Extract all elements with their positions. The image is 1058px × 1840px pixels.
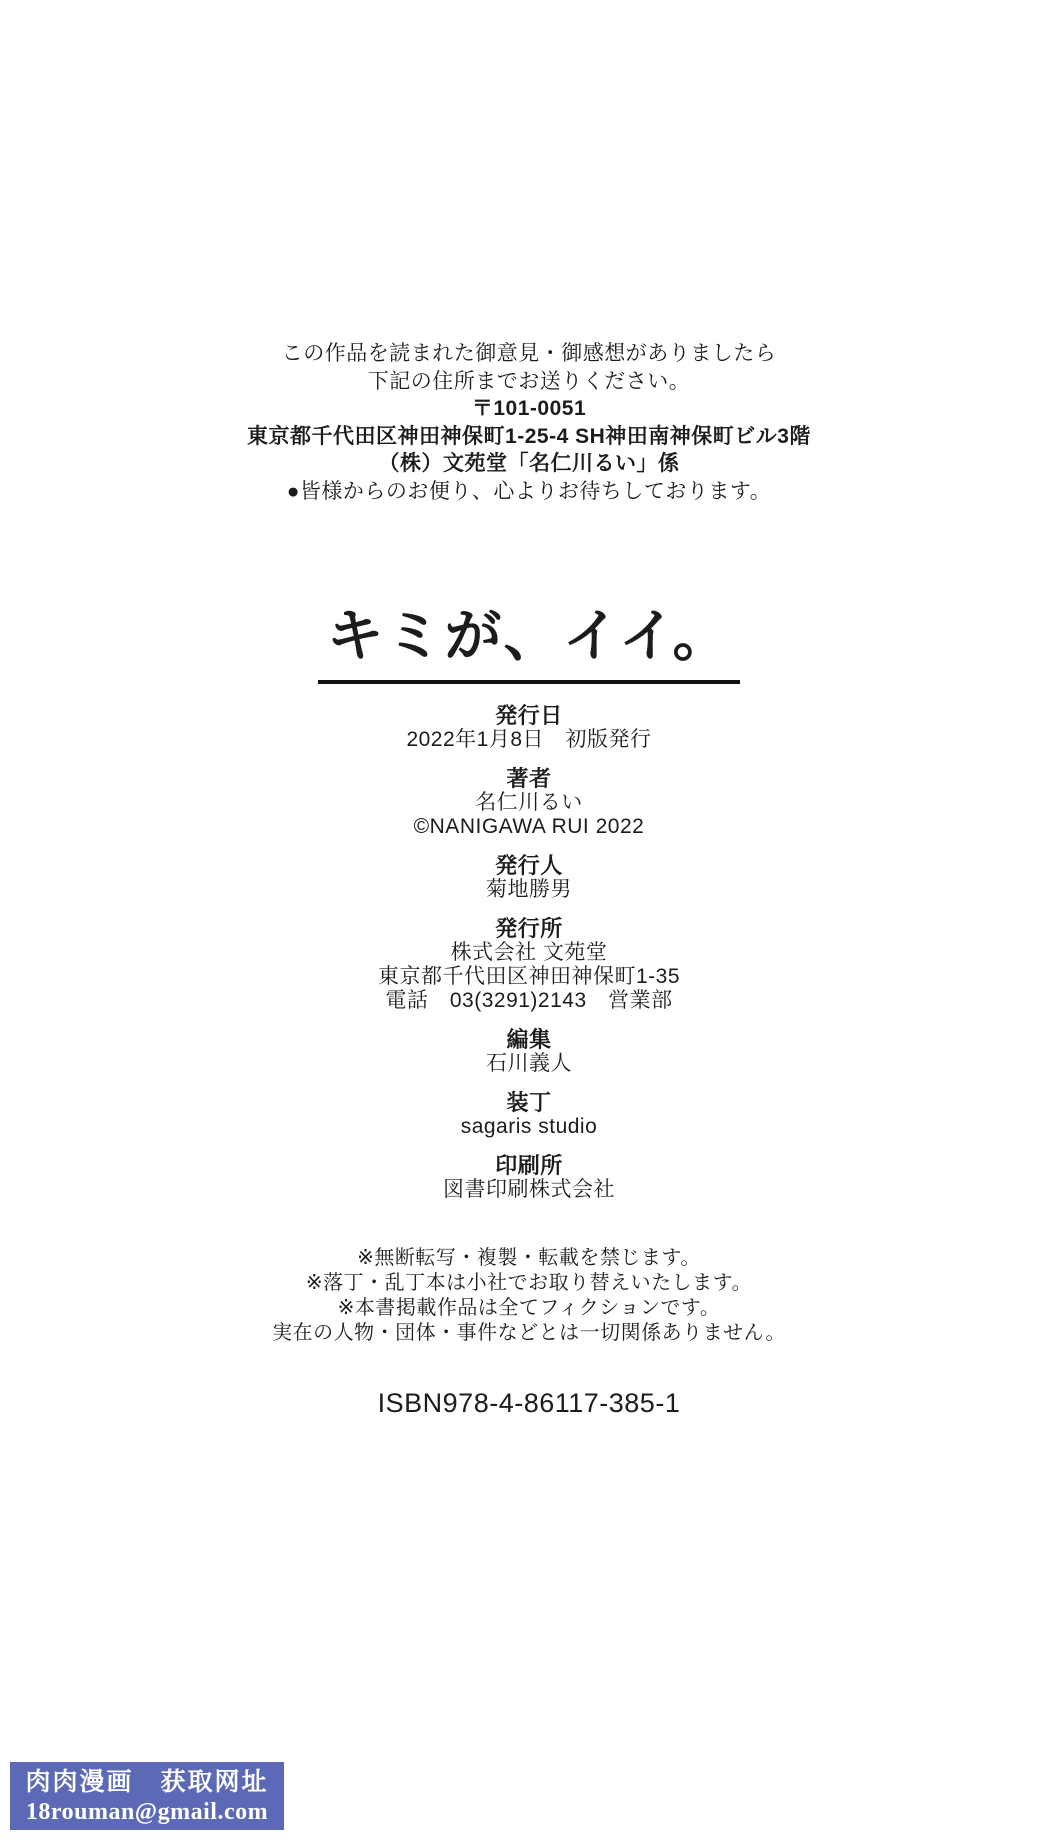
editor-name: 石川義人	[486, 1051, 572, 1075]
section-header: 発行日	[495, 702, 563, 728]
section-publisher-person	[0, 854, 1058, 902]
printer-name: 図書印刷株式会社	[443, 1177, 615, 1201]
section-header: 発行人	[495, 852, 563, 878]
copyright-line: ©NANIGAWA RUI 2022	[413, 814, 645, 838]
disclaimer-line: ※本書掲載作品は全てフィクションです。	[337, 1296, 721, 1319]
isbn-text: ISBN978-4-86117-385-1	[377, 1387, 681, 1418]
section-publication-date	[0, 704, 1058, 752]
watermark-badge	[10, 1762, 284, 1830]
colophon-page	[0, 340, 1058, 1419]
disclaimer-line: ※無断転写・複製・転載を禁じます。	[357, 1246, 701, 1269]
section-header: 編集	[506, 1026, 552, 1052]
feedback-address: 東京都千代田区神田神保町1-25-4 SH神田南神保町ビル3階	[247, 424, 811, 448]
disclaimer-line: ※落丁・乱丁本は小社でお取り替えいたします。	[305, 1271, 753, 1294]
feedback-notice	[0, 340, 1058, 505]
section-publisher	[0, 917, 1058, 1013]
section-design	[0, 1091, 1058, 1139]
book-title: キミが、イイ。	[318, 605, 739, 684]
design-studio-name: sagaris studio	[460, 1114, 598, 1138]
section-header: 著者	[506, 765, 552, 791]
title-block	[0, 602, 1058, 684]
section-header: 印刷所	[495, 1152, 563, 1178]
publisher-address: 東京都千代田区神田神保町1-35	[377, 964, 681, 988]
disclaimer-line: 実在の人物・団体・事件などとは一切関係ありません。	[272, 1321, 786, 1344]
section-editor	[0, 1028, 1058, 1076]
feedback-recipient: （株）文苑堂「名仁川るい」係	[378, 452, 680, 475]
feedback-line: この作品を読まれた御意見・御感想がありましたら	[281, 342, 777, 365]
disclaimers-block	[0, 1246, 1058, 1346]
section-line: 2022年1月8日 初版発行	[406, 727, 652, 751]
section-author	[0, 767, 1058, 839]
section-header: 装丁	[506, 1089, 552, 1115]
feedback-line: 下記の住所までお送りください。	[367, 369, 691, 393]
postal-code: 〒101-0051	[471, 397, 587, 420]
publisher-name: 株式会社 文苑堂	[450, 940, 608, 964]
publisher-person-name: 菊地勝男	[486, 877, 572, 901]
feedback-closing: ●皆様からのお便り、心よりお待ちしております。	[286, 479, 772, 503]
watermark-site-name: 肉肉漫画 获取网址	[25, 1767, 269, 1796]
section-printer	[0, 1154, 1058, 1202]
watermark-email: 18rouman@gmail.com	[25, 1798, 269, 1825]
author-name: 名仁川るい	[475, 790, 583, 814]
colophon-details	[0, 704, 1058, 1202]
publisher-phone: 電話 03(3291)2143 営業部	[385, 988, 673, 1012]
section-header: 発行所	[495, 915, 563, 941]
